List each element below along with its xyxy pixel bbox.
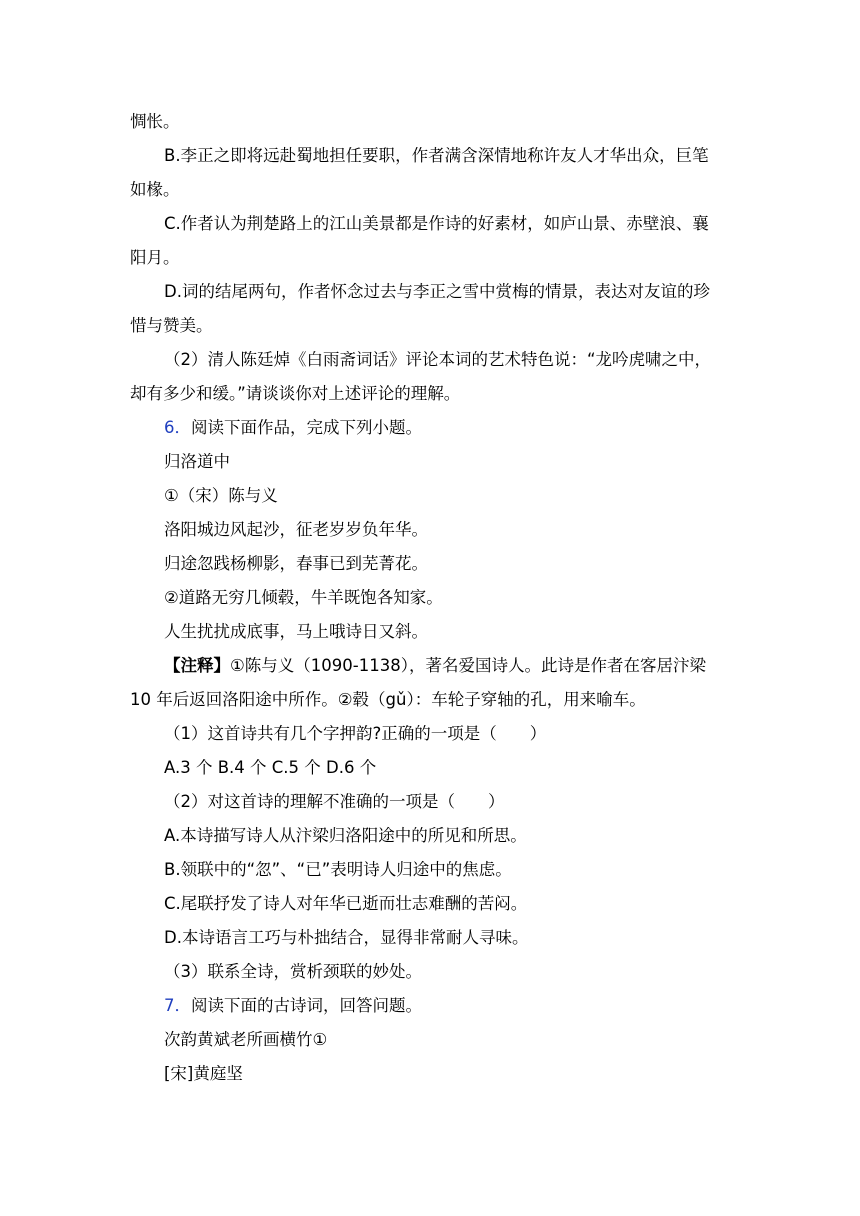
option-c: C.作者认为荆楚路上的江山美景都是作诗的好素材，如庐山景、赤壁浪、襄 xyxy=(164,214,709,233)
question-number: 6． xyxy=(164,418,191,437)
option-b: B.李正之即将远赴蜀地担任要职，作者满含深情地称许友人才华出众，巨笔 xyxy=(164,146,709,165)
poem-line: 人生扰扰成底事，马上哦诗日又斜。 xyxy=(164,622,428,641)
poem-title: 次韵黄斌老所画横竹① xyxy=(164,1030,328,1049)
sub-question: （2）对这首诗的理解不准确的一项是（ ） xyxy=(164,792,505,811)
sub-question: （2）清人陈廷焯《白雨斋词话》评论本词的艺术特色说：“龙吟虎啸之中， xyxy=(164,350,712,369)
text-line: 如椽。 xyxy=(130,180,180,199)
text-line: 阳月。 xyxy=(130,248,180,267)
text-line: 惜与赞美。 xyxy=(130,316,213,335)
answer-options: A.3 个 B.4 个 C.5 个 D.6 个 xyxy=(164,758,377,777)
poem-author: ①（宋）陈与义 xyxy=(164,486,278,505)
poem-line: ②道路无穷几倾毂，牛羊既饱各知家。 xyxy=(164,588,443,607)
annotation-label: 【注释】 xyxy=(164,656,230,675)
poem-author: [宋]黄庭坚 xyxy=(164,1064,243,1083)
option-c: C.尾联抒发了诗人对年华已逝而壮志难酬的苦闷。 xyxy=(164,894,528,913)
sub-question: （3）联系全诗，赏析颈联的妙处。 xyxy=(164,962,422,981)
annotation: 【注释】①陈与义（1090-1138），著名爱国诗人。此诗是作者在客居汴梁 xyxy=(164,656,706,675)
text-line: 惆怅。 xyxy=(130,112,180,131)
text-line: 却有多少和缓。”请谈谈你对上述评论的理解。 xyxy=(130,384,461,403)
option-d: D.本诗语言工巧与朴拙结合，显得非常耐人寻味。 xyxy=(164,928,529,947)
sub-question: （1）这首诗共有几个字押韵?正确的一项是（ ） xyxy=(164,724,547,743)
question-6-heading: 6．阅读下面作品，完成下列小题。 xyxy=(164,418,422,437)
question-7-heading: 7．阅读下面的古诗词，回答问题。 xyxy=(164,996,422,1015)
poem-title: 归洛道中 xyxy=(164,452,230,471)
poem-line: 归途忽践杨柳影，春事已到芜菁花。 xyxy=(164,554,428,573)
text-line: 10 年后返回洛阳途中所作。②毂（gǔ）：车轮子穿轴的孔，用来喻车。 xyxy=(130,690,646,709)
option-b: B.领联中的“忽”、“已”表明诗人归途中的焦虑。 xyxy=(164,860,512,879)
question-number: 7． xyxy=(164,996,191,1015)
poem-line: 洛阳城边风起沙，征老岁岁负年华。 xyxy=(164,520,428,539)
option-d: D.词的结尾两句，作者怀念过去与李正之雪中赏梅的情景，表达对友谊的珍 xyxy=(164,282,710,301)
option-a: A.本诗描写诗人从汴梁归洛阳途中的所见和所思。 xyxy=(164,826,527,845)
